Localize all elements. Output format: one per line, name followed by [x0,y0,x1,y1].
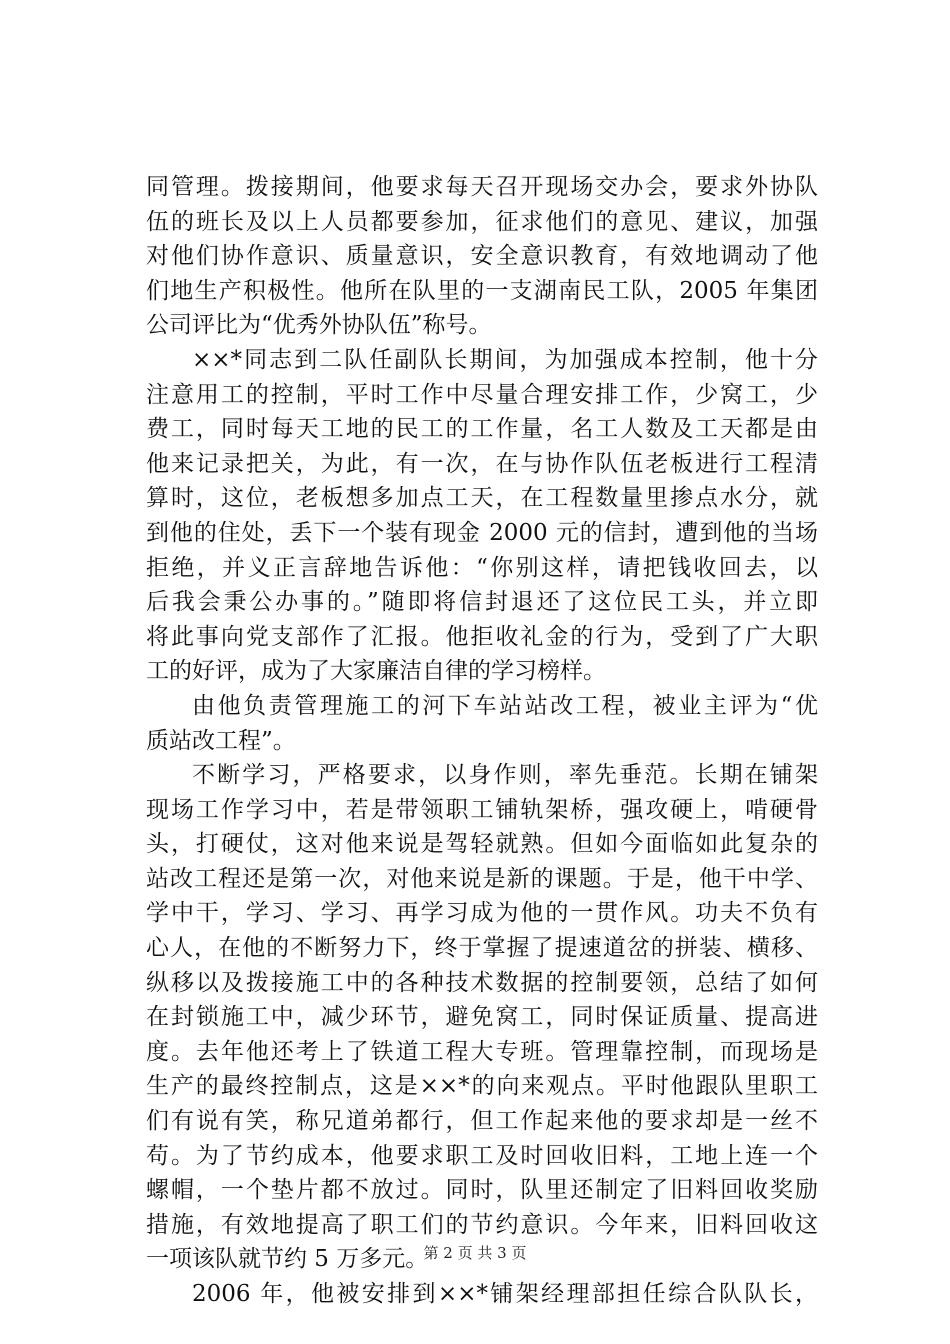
text-line: 纵移以及拨接施工中的各种技术数据的控制要领，总结了如何 [146,969,818,996]
text-line: 质站改工程”。 [146,727,296,754]
text-line: 费工，同时每天工地的民工的工作量，名工人数及工天都是由 [146,416,818,443]
text-line: 在封锁施工中，减少环节，避免窝工，同时保证质量、提高进 [146,1004,818,1031]
text-line: 站改工程还是第一次，对他来说是新的课题。于是，他干中学、 [146,865,818,892]
text-line: 现场工作学习中，若是带领职工铺轨架桥，强攻硬上，啃硬骨 [146,796,818,823]
text-line: 公司评比为“优秀外协队伍”称号。 [146,312,492,339]
text-line: 注意用工的控制，平时工作中尽量合理安排工作，少窝工，少 [146,381,818,408]
text-line: 工的好评，成为了大家廉洁自律的学习榜样。 [146,658,606,685]
text-line: 后我会秉公办事的。”随即将信封退还了这位民工头，并立即 [146,589,818,616]
text-line: 们有说有笑，称兄道弟都行，但工作起来他的要求却是一丝不 [146,1108,818,1135]
text-line: 措施，有效地提高了职工们的节约意识。今年来，旧料回收这 [146,1211,818,1238]
text-line: 一项该队就节约 5 万多元。 [146,1246,429,1273]
text-line: 心人，在他的不断努力下，终于掌握了提速道岔的拼装、横移、 [146,935,818,962]
text-line: 度。去年他还考上了铁道工程大专班。管理靠控制，而现场是 [146,1038,818,1065]
text-line: 将此事向党支部作了汇报。他拒收礼金的行为，受到了广大职 [146,623,818,650]
text-line: 由他负责管理施工的河下车站站改工程，被业主评为“优 [192,692,818,719]
text-line: 不断学习，严格要求，以身作则，率先垂范。长期在铺架 [192,762,818,789]
page-footer: 第 2 页 共 3 页 [423,1244,527,1262]
body-text [146,170,818,1312]
text-line: 们地生产积极性。他所在队里的一支湖南民工队，2005 年集团 [146,277,818,304]
text-line: 算时，这位，老板想多加点工天，在工程数量里掺点水分，就 [146,485,818,512]
text-line: 伍的班长及以上人员都要参加，征求他们的意见、建议，加强 [146,208,818,235]
text-line: 螺帽，一个垫片都不放过。同时，队里还制定了旧料回收奖励 [146,1177,818,1204]
text-line: 对他们协作意识、质量意识，安全意识教育，有效地调动了他 [146,243,818,270]
text-line: 苟。为了节约成本，他要求职工及时回收旧料，工地上连一个 [146,1142,818,1169]
text-line: 学中干，学习、学习、再学习成为他的一贯作风。功夫不负有 [146,900,818,927]
text-line: 2006 年，他被安排到××*铺架经理部担任综合队队长， [192,1281,818,1307]
text-line: ××*同志到二队任副队长期间，为加强成本控制，他十分 [192,346,818,373]
text-line: 头，打硬仗，这对他来说是驾轻就熟。但如今面临如此复杂的 [146,831,818,858]
text-line: 拒绝，并义正言辞地告诉他：“你别这样，请把钱收回去，以 [146,554,818,581]
text-line: 生产的最终控制点，这是××*的向来观点。平时他跟队里职工 [146,1073,818,1100]
text-line: 他来记录把关，为此，有一次，在与协作队伍老板进行工程清 [146,450,818,477]
text-line: 同管理。拨接期间，他要求每天召开现场交办会，要求外协队 [146,174,818,200]
text-line: 到他的住处，丢下一个装有现金 2000 元的信封，遭到他的当场 [146,519,818,546]
